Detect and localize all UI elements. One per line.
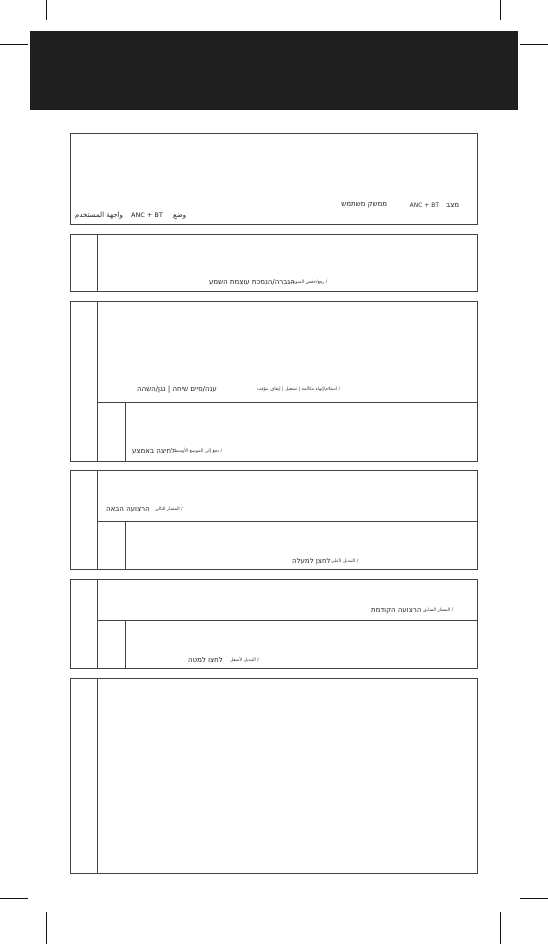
- down-button-hebrew: לחצו למטה: [188, 656, 223, 664]
- side-tab: [71, 302, 98, 461]
- header-band: [30, 31, 518, 110]
- crop-mark: [500, 912, 501, 944]
- middle-press-hebrew: לחיצה באמצע: [132, 447, 176, 455]
- mode-value: ANC + BT: [409, 202, 439, 209]
- crop-mark: [46, 0, 47, 20]
- crop-mark: [520, 44, 548, 45]
- middle-press-row: [98, 402, 477, 461]
- crop-mark: [520, 898, 548, 899]
- prev-track-box: [70, 579, 478, 669]
- prev-track-arabic: المسار السابق /: [423, 608, 454, 613]
- call-play-arabic: استلام/إنهاء مكالمة | تشغيل | إيقاف مؤقت /: [257, 387, 340, 392]
- up-button-hebrew: לחצן למעלה: [292, 557, 331, 565]
- prev-track-hebrew: הרצועה הקודמת: [371, 606, 422, 614]
- ui-label-arabic: واجهة المستخدم: [75, 211, 123, 219]
- side-tab: [71, 235, 98, 291]
- empty-box: [70, 678, 478, 874]
- up-button-arabic: التبديل لأعلى /: [331, 559, 359, 564]
- side-tab: [98, 403, 126, 461]
- side-tab: [98, 621, 126, 668]
- next-track-box: [70, 470, 478, 570]
- crop-mark: [46, 912, 47, 944]
- ui-label-hebrew: ממשק משתמש: [341, 200, 387, 208]
- mode-label-arabic: وضع: [173, 211, 187, 219]
- down-button-arabic: التبديل لأسفل /: [230, 658, 259, 663]
- crop-mark: [0, 898, 28, 899]
- volume-box: [70, 234, 478, 292]
- volume-arabic: رفع/خفض الصوت /: [291, 280, 328, 285]
- crop-mark: [0, 44, 28, 45]
- side-tab: [71, 471, 98, 569]
- next-track-arabic: المسار التالي /: [155, 507, 183, 512]
- crop-mark: [500, 0, 501, 20]
- mode-label-hebrew: מצב: [446, 201, 459, 209]
- side-tab: [71, 580, 98, 668]
- side-tab: [98, 522, 126, 569]
- volume-hebrew: הגברה/הנמכת עוצמת השמע: [209, 278, 295, 286]
- call-play-hebrew: ענה/סיים שיחה | נגן/השהה: [137, 385, 217, 393]
- call-play-box: [70, 301, 478, 462]
- next-track-hebrew: הרצועה הבאה: [106, 505, 150, 513]
- up-button-row: [98, 521, 477, 569]
- down-button-row: [98, 620, 477, 668]
- mode-box: [70, 133, 478, 225]
- middle-press-arabic: دفع إلى الموضع الأوسط /: [174, 449, 222, 454]
- side-tab: [71, 679, 98, 873]
- mode-value-arabic: ANC + BT: [131, 211, 163, 219]
